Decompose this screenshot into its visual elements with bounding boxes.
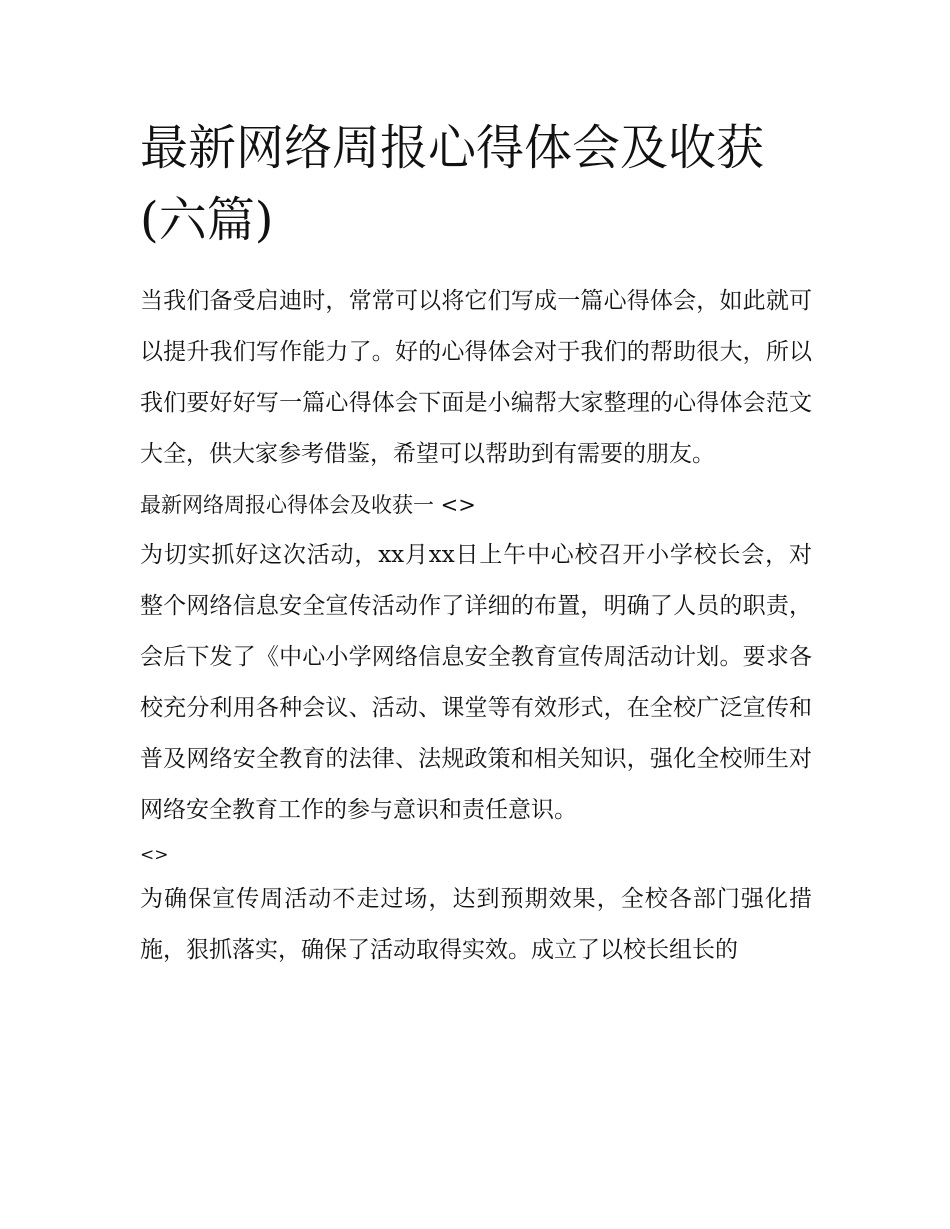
- section-marker: <>: [140, 845, 169, 865]
- section-paragraph-1: 为切实抓好这次活动，xx月xx日上午中心校召开小学校长会，对整个网络信息安全宣传活动作了详细的布置，明确了人员的职责，会后下发了《中心小学网络信息安全教育宣传周活动计划。要求各校充分利用各种会议、活动、课堂等有效形式，在全校广泛宣传和普及网络安全教育的法律、法规政策和相关知识，强化全校师生对网络安全教育工作的参与意识和责任意识。: [140, 542, 812, 823]
- document-title: 最新网络周报心得体会及收获(六篇): [140, 120, 765, 248]
- section-heading: 最新网络周报心得体会及收获一 <>: [140, 493, 476, 517]
- section-paragraph-2: 为确保宣传周活动不走过场，达到预期效果，全校各部门强化措施，狠抓落实，确保了活动取得实效。成立了以校长组长的: [140, 886, 812, 963]
- intro-paragraph: 当我们备受启迪时，常常可以将它们写成一篇心得体会，如此就可以提升我们写作能力了。好的心得体会对于我们的帮助很大，所以我们要好好写一篇心得体会下面是小编帮大家整理的心得体会范文大全，供大家参考借鉴，希望可以帮助到有需要的朋友。: [140, 288, 812, 467]
- document-page: [140, 112, 812, 976]
